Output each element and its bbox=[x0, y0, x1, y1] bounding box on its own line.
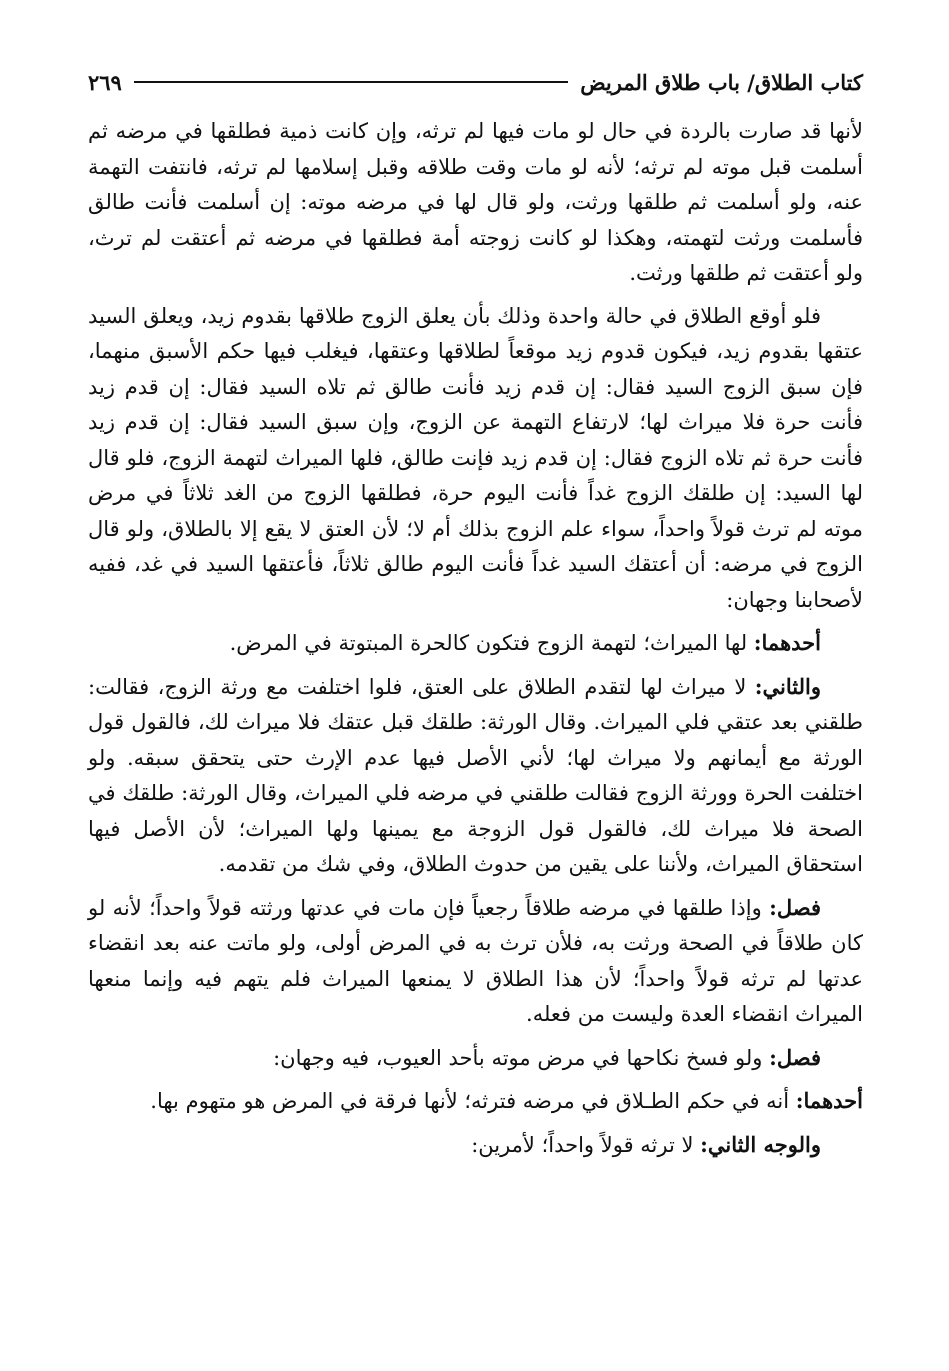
paragraph-text: فلو أوقع الطلاق في حالة واحدة وذلك بأن يعلق الزوج طلاقها بقدوم زيد، ويعلق السيد عتقها بقدوم زيد، فيكون قدوم زيد موقعاً لطلاقها وعتقها، فيغلب فيها حكم الأسبق منهما، فإن سبق الزوج السيد فقال: إن قدم زيد فأنت طالق ثم تلاه السيد فقال: إن قدم زيد فأنت حرة فلا ميراث لها؛ لارتفاع التهمة عن الزوج، وإن سبق السيد فقال: إن قدم زيد فأنت حرة ثم تلاه الزوج فقال: إن قدم زيد فإنت طالق، فلها الميراث لتهمة الزوج، فلو قال لها السيد: إن طلقك الزوج غداً فأنت اليوم حرة، فطلقها الزوج من الغد ثلاثاً في مرض موته لم ترث قولاً واحداً، سواء علم الزوج بذلك أم لا؛ لأن العتق لا يقع إلا بالطلاق، ولو قال الزوج في مرضه: أن أعتقك السيد غداً فأنت اليوم طالق ثلاثاً، فأعتقها السيد في غد، ففيه لأصحابنا وجهان: bbox=[88, 303, 863, 612]
paragraph bbox=[88, 1127, 863, 1164]
page-number: ٢٦٩ bbox=[88, 69, 122, 95]
paragraph bbox=[88, 669, 863, 883]
paragraph bbox=[88, 114, 863, 292]
paragraph-text: وإذا طلقها في مرضه طلاقاً رجعياً فإن مات في عدتها ورثته قولاً واحداً؛ لأنه لو كان طلاقاً في الصحة ورثت به، فلأن ترث به في المرض أولى، ولو ماتت عنه بعد انقضاء عدتها لم ترثه قولاً واحداً؛ لأن هذا الطلاق لا يمنعها الميراث فلم يتهم فيه وإنما منعها الميراث انقضاء العدة وليست من فعله. bbox=[88, 895, 863, 1026]
paragraph-lead: فصل: bbox=[769, 1044, 821, 1070]
chapter-title: كتاب الطلاق/ باب طلاق المريض bbox=[580, 69, 863, 95]
body-text bbox=[88, 114, 863, 1163]
paragraph-lead: والثاني: bbox=[754, 673, 821, 699]
running-header bbox=[88, 62, 863, 102]
paragraph-text: لأنها قد صارت بالردة في حال لو مات فيها لم ترثه، وإن كانت ذمية فطلقها في مرضه ثم أسلمت قبل موته لم ترثه؛ لأنه لو مات وقت طلاقه وقبل إسلامها لم ترثه، فانتفت التهمة عنه، ولو أسلمت ثم طلقها ورثت، ولو قال لها في مرضه موته: إن أسلمت فأنت طالق فأسلمت ورثت لتهمته، وهكذا لو كانت زوجته أمة فطلقها في مرضه ثم أعتقت لم ترث، ولو أعتقت ثم طلقها ورثت. bbox=[88, 119, 863, 285]
paragraph bbox=[88, 299, 863, 619]
paragraph-text: لها الميراث؛ لتهمة الزوج فتكون كالحرة المبتوتة في المرض. bbox=[229, 631, 754, 655]
paragraph-lead: أحدهما: bbox=[795, 1088, 863, 1113]
paragraph-lead: فصل: bbox=[769, 894, 821, 920]
paragraph bbox=[88, 1040, 863, 1077]
paragraph bbox=[88, 1083, 863, 1120]
paragraph-text: أنه في حكم الطـلاق في مرضه فترثه؛ لأنها فرقة في المرض هو متهوم بها. bbox=[150, 1089, 796, 1113]
paragraph-lead: والوجه الثاني: bbox=[700, 1131, 821, 1157]
paragraph bbox=[88, 890, 863, 1033]
paragraph-text: لا ميراث لها لتقدم الطلاق على العتق، فلوا اختلفت مع ورثة الزوج، فقالت: طلقني بعد عتقي فلي الميراث. وقال الورثة: طلقك قبل عتقك فلا ميراث لك، فالقول قول الورثة مع أيمانهم ولا ميراث لها؛ لأني الأصل فيها عدم الإرث حتى يتحقق سبقه. ولو اختلفت الحرة وورثة الزوج فقالت طلقني في مرضه فلي الميراث، وقال الورثة: طلقك في الصحة فلا ميراث لك، فالقول قول الزوجة مع يمينها ولها الميراث؛ لأن الأصل فيها استحقاق الميراث، ولأننا على يقين من حدوث الطلاق، وفي شك من تقدمه. bbox=[88, 674, 863, 876]
header-rule bbox=[134, 81, 568, 83]
book-page bbox=[88, 62, 863, 1352]
paragraph-text: ولو فسخ نكاحها في مرض موته بأحد العيوب، فيه وجهان: bbox=[273, 1045, 770, 1070]
paragraph-text: لا ترثه قولاً واحداً؛ لأمرين: bbox=[471, 1132, 701, 1157]
paragraph-lead: أحدهما: bbox=[753, 630, 821, 655]
paragraph bbox=[88, 625, 863, 662]
